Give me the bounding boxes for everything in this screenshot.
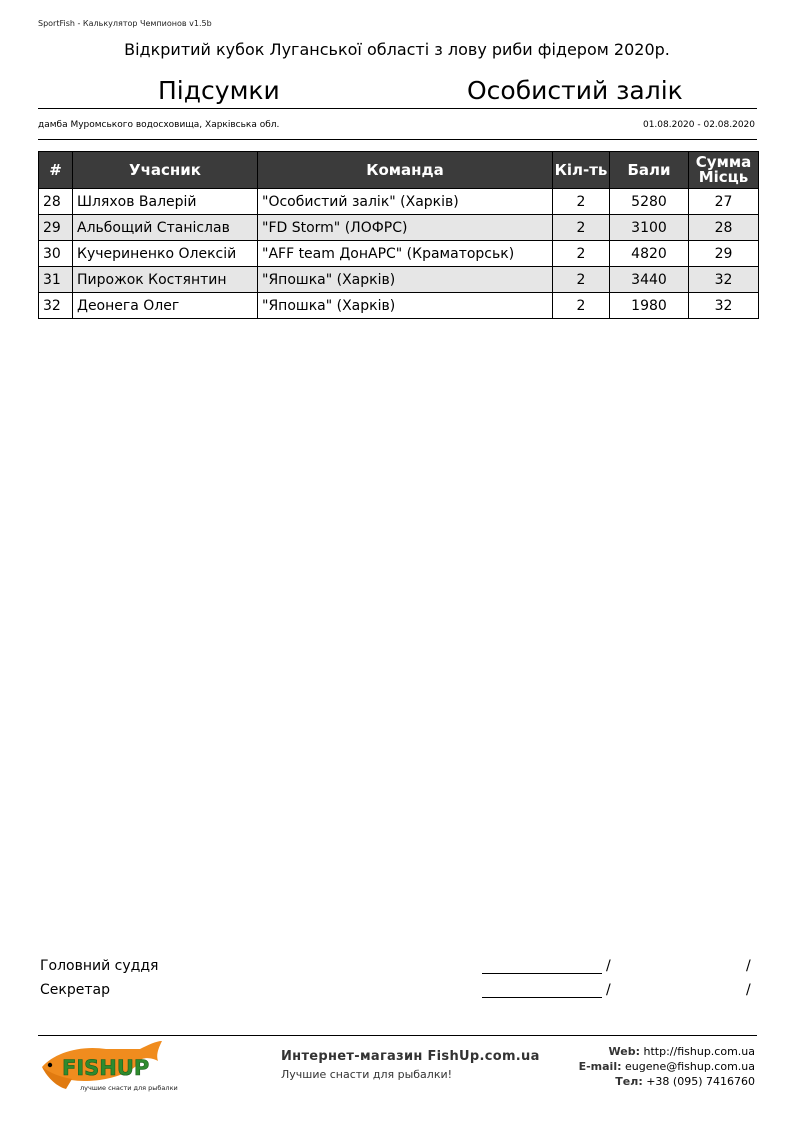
contact-email xyxy=(579,1060,755,1073)
chief-judge-signature-line xyxy=(482,973,602,974)
chief-judge-slash: / xyxy=(606,958,611,974)
table-row xyxy=(39,293,759,319)
secretary-slash-end: / xyxy=(746,982,751,998)
secretary-signature-line xyxy=(482,997,602,998)
results-table xyxy=(38,151,759,319)
cell-participant: Кучериненко Олексій xyxy=(73,241,258,267)
cell-number: 30 xyxy=(39,241,73,267)
page-title: Відкритий кубок Луганської області з лову риби фідером 2020р. xyxy=(124,40,670,59)
cell-number: 29 xyxy=(39,215,73,241)
email-link[interactable]: eugene@fishup.com.ua xyxy=(624,1060,755,1073)
chief-judge-slash-end: / xyxy=(746,958,751,974)
col-header-number: # xyxy=(39,152,73,189)
contact-phone xyxy=(615,1075,755,1088)
venue-text: дамба Муромського водосховища, Харківська обл. xyxy=(38,120,280,130)
cell-participant: Шляхов Валерій xyxy=(73,189,258,215)
cell-number: 31 xyxy=(39,267,73,293)
cell-participant: Деонега Олег xyxy=(73,293,258,319)
email-label: E-mail: xyxy=(578,1060,622,1073)
contact-web xyxy=(609,1045,755,1058)
cell-points: 4820 xyxy=(610,241,689,267)
cell-points: 5280 xyxy=(610,189,689,215)
subheader-divider xyxy=(38,139,757,140)
logo-wordmark: FISHUP xyxy=(62,1056,150,1080)
app-label: SportFish - Калькулятор Чемпионов v1.5b xyxy=(38,19,212,28)
col-header-participant: Учасник xyxy=(73,152,258,189)
table-row xyxy=(39,189,759,215)
cell-sum-places: 32 xyxy=(689,267,759,293)
cell-team: "Япошка" (Харків) xyxy=(258,267,553,293)
dates-text: 01.08.2020 - 02.08.2020 xyxy=(642,120,755,130)
cell-sum-places: 27 xyxy=(689,189,759,215)
shop-name: Интернет-магазин FishUp.com.ua xyxy=(281,1049,540,1064)
table-row xyxy=(39,267,759,293)
secretary-label: Секретар xyxy=(40,982,110,998)
col-header-points: Бали xyxy=(610,152,689,189)
cell-count: 2 xyxy=(553,293,610,319)
cell-team: "Особистий залік" (Харків) xyxy=(258,189,553,215)
cell-number: 32 xyxy=(39,293,73,319)
table-row xyxy=(39,215,759,241)
shop-tagline: Лучшие снасти для рыбалки! xyxy=(281,1068,453,1081)
logo-tagline: лучшие снасти для рыбалки xyxy=(80,1084,178,1092)
cell-sum-places: 29 xyxy=(689,241,759,267)
secretary-slash: / xyxy=(606,982,611,998)
cell-participant: Пирожок Костянтин xyxy=(73,267,258,293)
phone-value: +38 (095) 7416760 xyxy=(646,1075,755,1088)
col-header-team: Команда xyxy=(258,152,553,189)
cell-points: 1980 xyxy=(610,293,689,319)
web-label: Web: xyxy=(608,1045,641,1058)
cell-count: 2 xyxy=(553,215,610,241)
table-row xyxy=(39,241,759,267)
phone-label: Тел: xyxy=(615,1075,643,1088)
footer-divider xyxy=(38,1035,757,1036)
web-link[interactable]: http://fishup.com.ua xyxy=(643,1045,755,1058)
cell-sum-places: 32 xyxy=(689,293,759,319)
header-divider xyxy=(38,108,757,109)
col-header-sum-places: Сумма Місць xyxy=(689,152,759,189)
cell-sum-places: 28 xyxy=(689,215,759,241)
cell-points: 3100 xyxy=(610,215,689,241)
table-header-row xyxy=(39,152,759,189)
cell-number: 28 xyxy=(39,189,73,215)
section-heading-personal: Особистий залік xyxy=(467,76,683,105)
cell-participant: Альбощий Станіслав xyxy=(73,215,258,241)
col-header-count: Кіл-ть xyxy=(553,152,610,189)
cell-count: 2 xyxy=(553,267,610,293)
fishup-logo xyxy=(36,1037,178,1095)
cell-points: 3440 xyxy=(610,267,689,293)
cell-count: 2 xyxy=(553,189,610,215)
cell-count: 2 xyxy=(553,241,610,267)
cell-team: "Япошка" (Харків) xyxy=(258,293,553,319)
cell-team: "FD Storm" (ЛОФРС) xyxy=(258,215,553,241)
section-heading-summary: Підсумки xyxy=(158,76,280,105)
chief-judge-label: Головний суддя xyxy=(40,958,159,974)
cell-team: "AFF team ДонАРС" (Краматорськ) xyxy=(258,241,553,267)
